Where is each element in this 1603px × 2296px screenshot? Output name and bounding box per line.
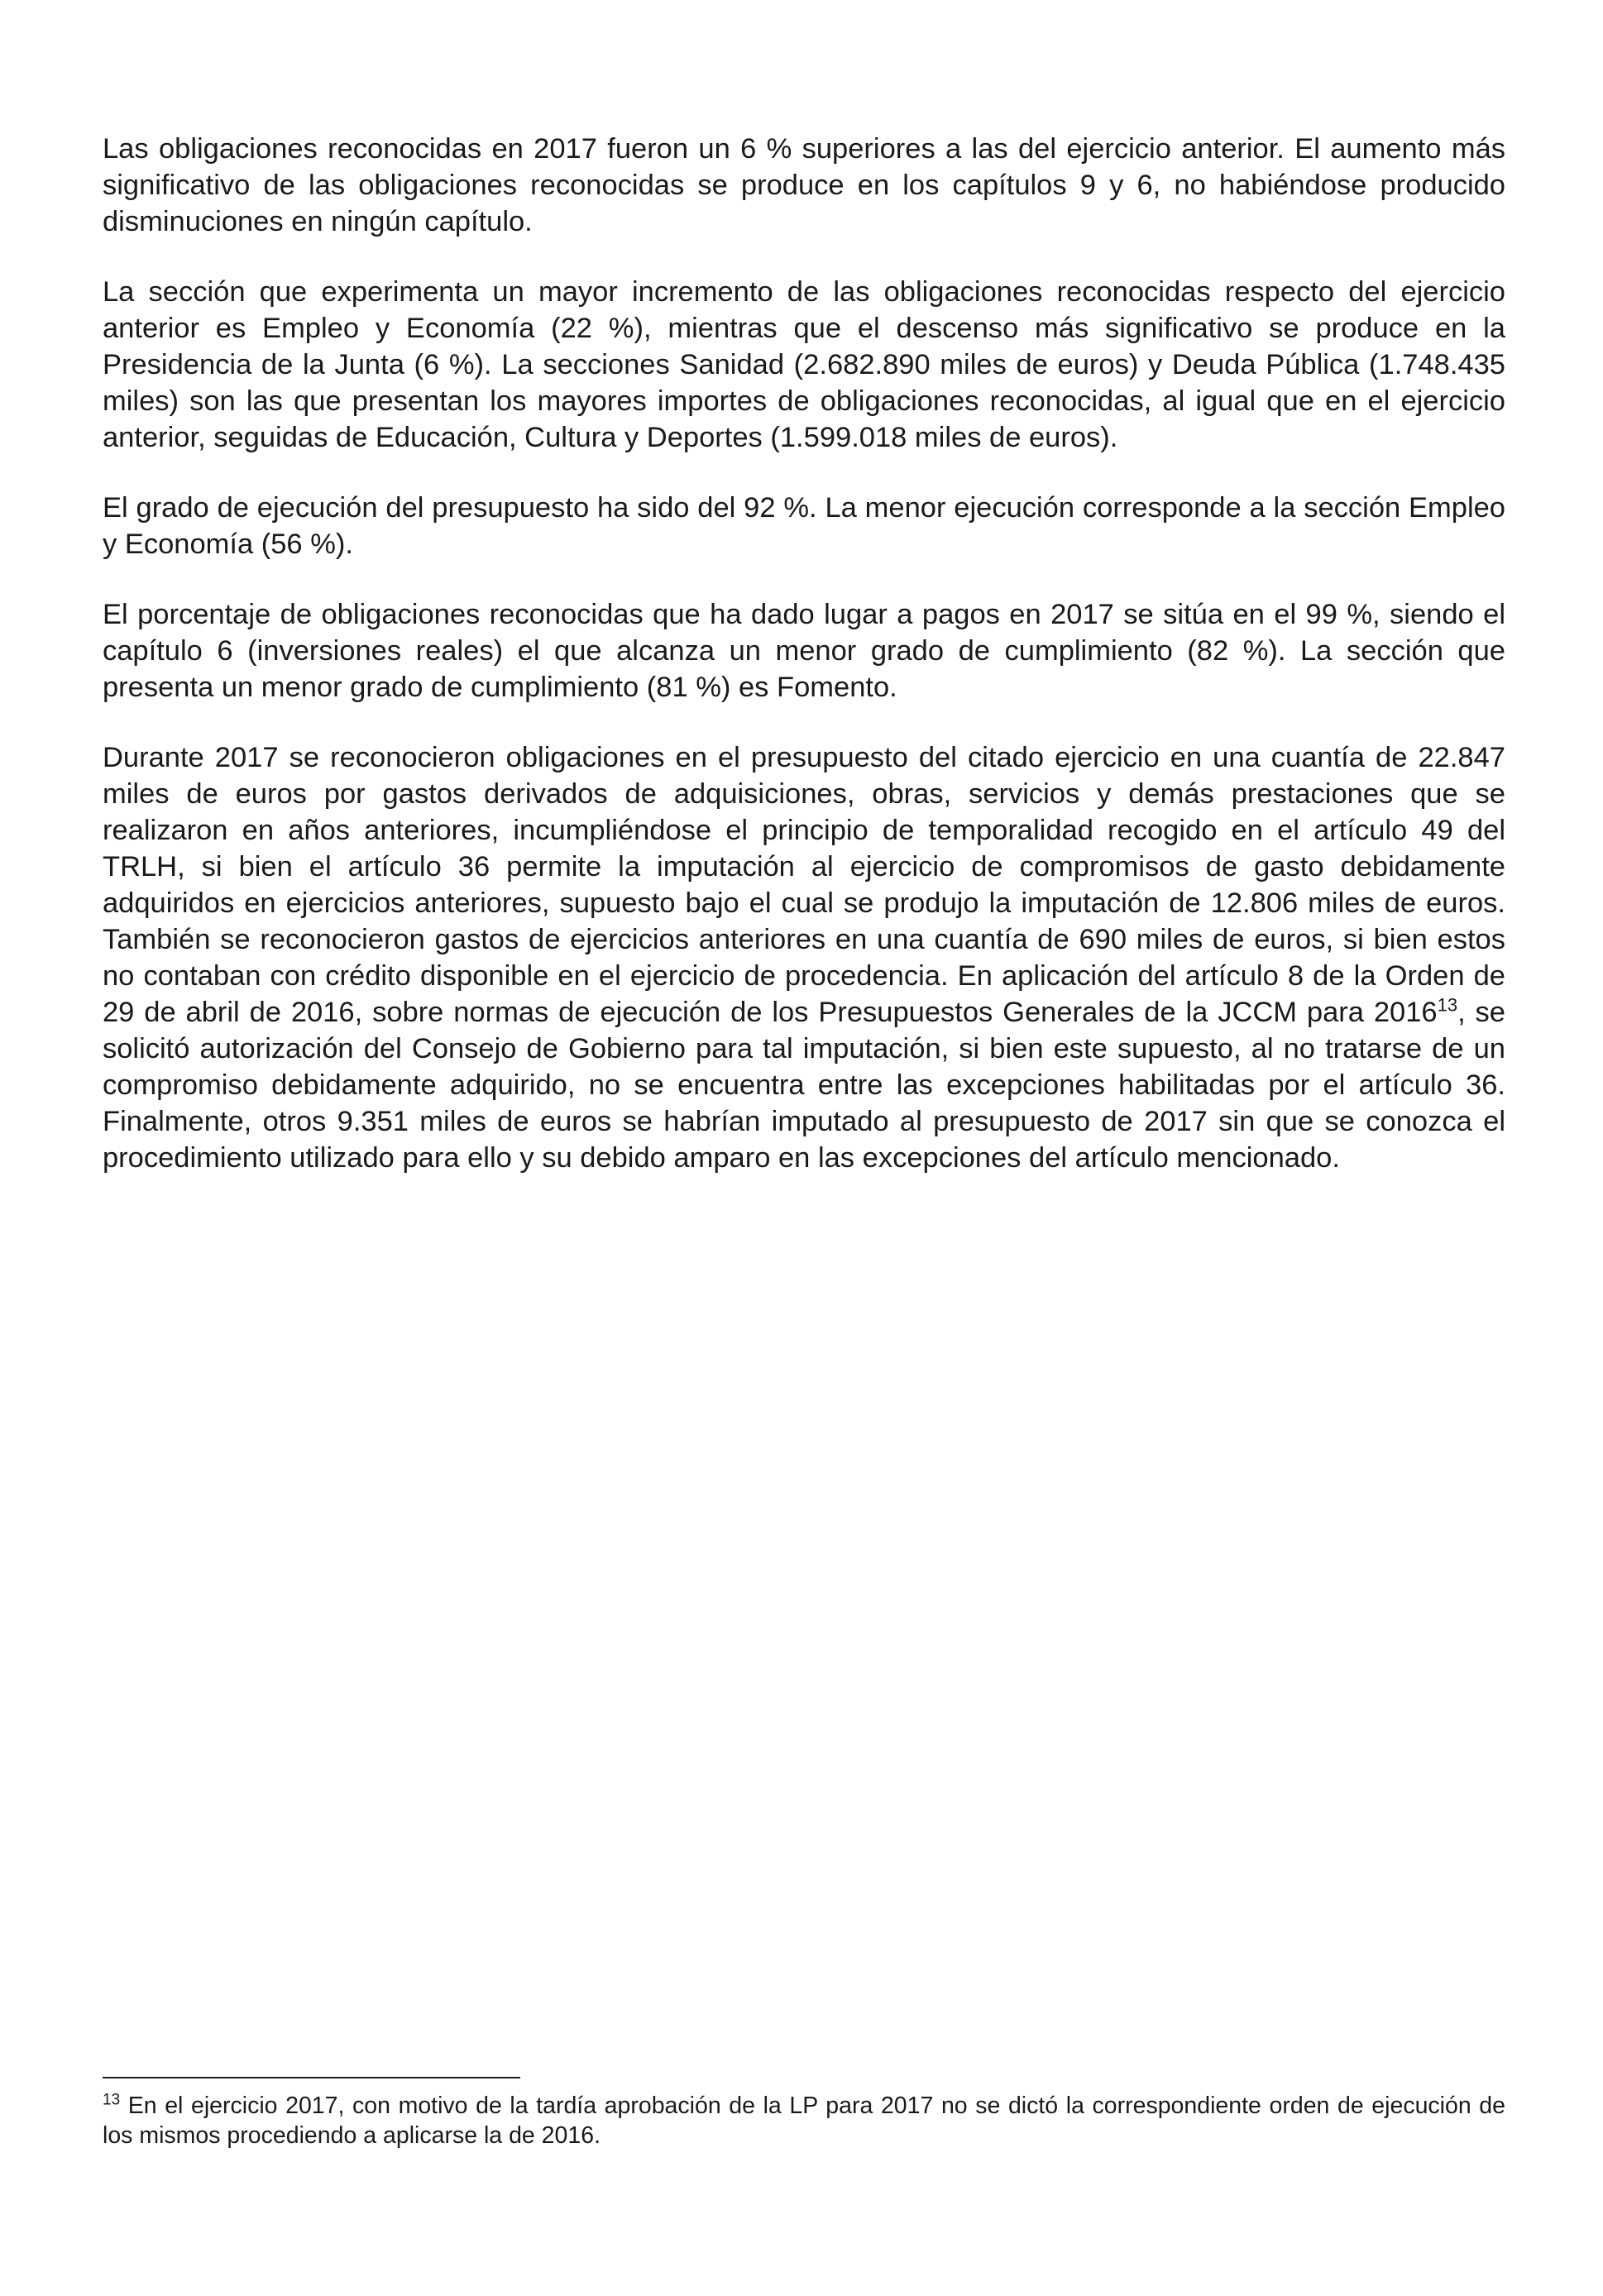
paragraph-text-before-note: Durante 2017 se reconocieron obligaciones en el presupuesto del citado ejercicio en una cuantía de 22.847 miles de euros por gastos derivados de adquisiciones, obras, servicios y demás prestaciones que se realizaron en años anteriores, incumpliéndose el principio de temporalidad recogido en el artículo 49 del TRLH, si bien el artículo 36 permite la imputación al ejercicio de compromisos de gasto debidamente adquiridos en ejercicios anteriores, supuesto bajo el cual se produjo la imputación de 12.806 miles de euros. También se reconocieron gastos de ejercicios anteriores en una cuantía de 690 miles de euros, si bien estos no contaban con crédito disponible en el ejercicio de procedencia. En aplicación del artículo 8 de la Orden de 29 de abril de 2016, sobre normas de ejecución de los Presupuestos Generales de la JCCM para 2016 xyxy=(103,742,1505,1028)
paragraph-obligaciones-reconocidas: Las obligaciones reconocidas en 2017 fueron un 6 % superiores a las del ejercicio anterior. El aumento más significativo de las obligaciones reconocidas se produce en los capítulos 9 y 6, no habiéndose producido disminuciones en ningún capítulo. xyxy=(103,133,1505,237)
footnote-reference[interactable]: 13 xyxy=(1437,994,1458,1016)
paragraph-grado-ejecucion: El grado de ejecución del presupuesto ha sido del 92 %. La menor ejecución corresponde a la sección Empleo y Economía (56 %). xyxy=(103,492,1505,560)
paragraph-secciones: La sección que experimenta un mayor incremento de las obligaciones reconocidas respecto del ejercicio anterior es Empleo y Economía (22 %), mientras que el descenso más significativo se produce en la Presidencia de la Junta (6 %). La secciones Sanidad (2.682.890 miles de euros) y Deuda Pública (1.748.435 miles) son las que presentan los mayores importes de obligaciones reconocidas, al igual que en el ejercicio anterior, seguidas de Educación, Cultura y Deportes (1.599.018 miles de euros). xyxy=(103,276,1505,453)
paragraph-pagos: El porcentaje de obligaciones reconocidas que ha dado lugar a pagos en 2017 se sitúa en el 99 %, siendo el capítulo 6 (inversiones reales) el que alcanza un menor grado de cumplimiento (82 %). La sección que presenta un menor grado de cumplimiento (81 %) es Fomento. xyxy=(103,599,1505,703)
footnote-text: En el ejercicio 2017, con motivo de la tardía aprobación de la LP para 2017 no se dictó la correspondiente orden de ejecución de los mismos procediendo a aplicarse la de 2016. xyxy=(103,2093,1505,2149)
paragraph-ejercicios-anteriores xyxy=(103,739,1505,1176)
footnote xyxy=(103,2091,1505,2150)
paragraph-text-after-note: , se solicitó autorización del Consejo de Gobierno para tal imputación, si bien este supuesto, al no tratarse de un compromiso debidamente adquirido, no se encuentra entre las excepciones habilitadas por el artículo 36. Finalmente, otros 9.351 miles de euros se habrían imputado al presupuesto de 2017 sin que se conozca el procedimiento utilizado para ello y su debido amparo en las excepciones del artículo mencionado. xyxy=(103,997,1505,1174)
footnote-separator xyxy=(103,2077,520,2078)
footnote-number: 13 xyxy=(103,2091,121,2109)
document-body xyxy=(103,131,1505,1210)
